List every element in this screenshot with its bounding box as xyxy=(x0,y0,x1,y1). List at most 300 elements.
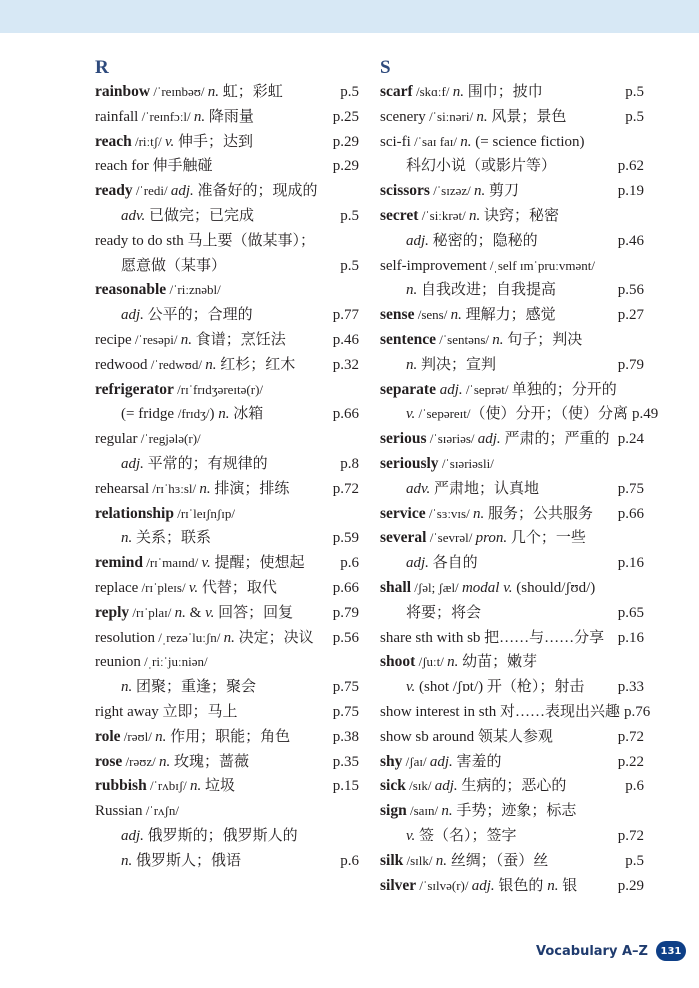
phonetic: /skɑːf/ xyxy=(412,84,453,99)
page-reference: p.77 xyxy=(332,307,359,324)
definition: 严肃的；严重的 xyxy=(500,431,610,448)
entry-text xyxy=(380,105,566,130)
definition: show interest in sth 对……表现出兴趣 xyxy=(380,703,620,720)
definition: 严肃地；认真地 xyxy=(430,480,540,497)
header-band xyxy=(0,0,699,33)
phonetic: /rɪˈfrɪdʒəreɪtə(r)/ xyxy=(173,381,264,397)
phonetic: /rɪˈhɜːsl/ xyxy=(149,480,200,496)
phonetic: /ˈsepəreɪt/ xyxy=(415,406,471,422)
definition: 平常的；有规律的 xyxy=(143,455,268,472)
definition: 句子；判决 xyxy=(503,331,583,348)
page-reference: p.75 xyxy=(617,480,644,497)
definition: right away 立即；马上 xyxy=(95,703,238,720)
part-of-speech: n. xyxy=(223,629,235,646)
headword: separate xyxy=(380,380,436,398)
part-of-speech: n. xyxy=(121,530,133,547)
definition: self-improvement xyxy=(380,257,487,274)
entry-text xyxy=(380,154,556,179)
headword: ready xyxy=(95,182,133,200)
entry-text xyxy=(95,303,253,328)
part-of-speech: v. xyxy=(164,133,175,150)
page-reference: p.19 xyxy=(617,183,644,200)
part-of-speech: adj. xyxy=(429,753,453,770)
phonetic: /rɪˈmaɪnd/ xyxy=(142,555,202,571)
entry-line xyxy=(380,774,644,799)
phonetic: /ˈregjələ(r)/ xyxy=(137,431,201,447)
page-reference: p.65 xyxy=(617,604,644,621)
phonetic: /ˈsɪəriəsli/ xyxy=(438,455,494,471)
page-reference: p.5 xyxy=(625,852,644,869)
part-of-speech: adj. xyxy=(121,307,144,324)
entry-text xyxy=(95,750,249,775)
page-reference: p.15 xyxy=(332,778,359,795)
part-of-speech: adj. xyxy=(471,877,495,894)
phonetic: /ˈsevrəl/ xyxy=(426,530,476,546)
part-of-speech: v. xyxy=(406,679,416,696)
page-reference: p.29 xyxy=(332,158,359,175)
entry-line xyxy=(380,130,644,155)
phonetic: /ˈsɜːvɪs/ xyxy=(425,505,473,521)
definition: resolution xyxy=(95,629,155,646)
headword: relationship xyxy=(95,504,174,522)
part-of-speech: v. xyxy=(205,604,215,621)
part-of-speech: v. xyxy=(201,555,211,572)
entry-line xyxy=(95,650,359,675)
entry-text xyxy=(380,278,556,303)
part-of-speech: n. xyxy=(193,108,206,125)
entry-line xyxy=(380,80,644,105)
entry-line xyxy=(95,328,359,353)
headword: reach xyxy=(95,132,132,150)
entry-line xyxy=(95,130,359,155)
page-reference: p.56 xyxy=(617,282,644,299)
entry-text xyxy=(380,130,585,155)
definition: 剪刀 xyxy=(485,183,520,200)
entry-line xyxy=(380,254,644,279)
phonetic: /rəʊz/ xyxy=(122,753,159,769)
entry-line xyxy=(380,725,644,750)
entry-line xyxy=(95,725,359,750)
phonetic: /sens/ xyxy=(414,307,451,323)
part-of-speech: v. xyxy=(188,579,199,596)
phonetic: /frɪdʒ/ xyxy=(177,406,210,422)
definition: ready to do sth 马上要（做某事）； xyxy=(95,232,315,249)
phonetic: /sɪlk/ xyxy=(403,852,436,868)
entry-line xyxy=(380,452,644,477)
headword: rainbow xyxy=(95,83,151,100)
entry-continuation-line xyxy=(95,452,359,477)
footer-section-label: Vocabulary A–Z xyxy=(536,943,648,959)
page-reference: p.33 xyxy=(617,679,644,696)
part-of-speech: n. xyxy=(180,331,192,348)
definition: 愿意做（某事） xyxy=(121,257,227,274)
part-of-speech: n. xyxy=(199,480,211,497)
part-of-speech: n. xyxy=(447,654,459,671)
phonetic: /ʃəl; ʃæl/ xyxy=(411,579,462,595)
entry-text xyxy=(95,799,179,824)
definition: recipe xyxy=(95,331,132,348)
phonetic: /rɪˈleɪʃnʃɪp/ xyxy=(173,505,235,521)
entry-continuation-line xyxy=(95,526,359,551)
page-reference: p.66 xyxy=(332,579,359,596)
part-of-speech: v. xyxy=(406,827,416,844)
entry-text xyxy=(380,229,538,254)
part-of-speech: n. xyxy=(472,505,485,522)
phonetic: /ˈsɪlvə(r)/ xyxy=(416,877,472,893)
part-of-speech: adv. xyxy=(121,207,146,224)
entry-line xyxy=(95,502,359,527)
page-reference: p.66 xyxy=(332,406,359,423)
definition: reach for 伸手触碰 xyxy=(95,158,213,175)
entry-line xyxy=(95,80,359,105)
headword: role xyxy=(95,727,121,745)
part-of-speech: n. xyxy=(406,282,418,299)
entry-text xyxy=(380,700,620,725)
part-of-speech: n. xyxy=(190,778,202,795)
entry-text xyxy=(95,626,314,651)
entry-text xyxy=(380,799,576,824)
definition: 科幻小说（或影片等） xyxy=(406,158,557,175)
part-of-speech: n. xyxy=(159,753,171,770)
definition: redwood xyxy=(95,356,148,373)
definition: 垃圾 xyxy=(201,778,236,795)
entry-text xyxy=(95,427,201,452)
entry-text xyxy=(95,278,221,303)
headword: sentence xyxy=(380,330,436,348)
part-of-speech: adj. xyxy=(477,431,501,448)
entry-continuation-line xyxy=(380,278,644,303)
entry-text xyxy=(380,477,539,502)
entry-text xyxy=(380,576,595,601)
entry-line xyxy=(95,601,359,626)
entry-text xyxy=(380,849,548,874)
part-of-speech: n. xyxy=(205,356,217,373)
entry-line xyxy=(95,551,359,576)
entry-continuation-line xyxy=(380,675,644,700)
part-of-speech: adj. xyxy=(121,827,144,844)
phonetic: /ˈsɪəriəs/ xyxy=(426,431,478,447)
entry-line xyxy=(95,179,359,204)
entry-list xyxy=(95,80,359,874)
definition: （使）分开；（使）分离 xyxy=(470,406,629,423)
definition: 银 xyxy=(558,877,578,894)
headword: refrigerator xyxy=(95,380,174,398)
entry-text xyxy=(380,502,593,527)
definition: 手势；迹象；标志 xyxy=(452,803,577,820)
entry-text xyxy=(380,750,502,775)
definition: 俄罗斯人；俄语 xyxy=(132,852,242,869)
definition: 降雨量 xyxy=(205,108,254,125)
part-of-speech: adj. xyxy=(406,232,429,249)
definition: 诀窍；秘密 xyxy=(480,207,559,224)
entry-text xyxy=(380,80,543,105)
page-reference: p.75 xyxy=(332,679,359,696)
part-of-speech: v. xyxy=(406,406,416,423)
entry-text xyxy=(380,824,517,849)
headword: scarf xyxy=(380,83,413,100)
entry-text xyxy=(95,849,241,874)
phonetic: /ˈseprət/ xyxy=(462,381,512,397)
part-of-speech: n. xyxy=(121,852,133,869)
headword: sense xyxy=(380,306,415,324)
page-reference: p.79 xyxy=(617,356,644,373)
entry-text xyxy=(95,725,290,750)
phonetic: /ˈrʌʃn/ xyxy=(142,803,179,819)
part-of-speech: pron. xyxy=(475,530,508,547)
entry-line xyxy=(95,105,359,130)
page-footer xyxy=(536,941,686,961)
entry-text xyxy=(95,179,318,204)
definition: 幼苗；嫩芽 xyxy=(458,654,538,671)
entry-text xyxy=(380,526,586,551)
definition: 提醒；使想起 xyxy=(210,555,305,572)
entry-text xyxy=(95,477,289,502)
entry-line xyxy=(380,179,644,204)
entry-continuation-line xyxy=(95,254,359,279)
entry-text xyxy=(380,402,628,427)
entry-text xyxy=(380,303,556,328)
part-of-speech: n. xyxy=(492,331,504,348)
definition: (= fridge xyxy=(121,406,178,423)
part-of-speech: n. xyxy=(121,679,133,696)
entry-continuation-line xyxy=(380,824,644,849)
page-reference: p.27 xyxy=(617,307,644,324)
entry-continuation-line xyxy=(380,229,644,254)
definition: 生病的；恶心的 xyxy=(457,778,567,795)
page-reference: p.8 xyxy=(340,455,359,472)
phonetic: /ˌself ɪmˈpruːvmənt/ xyxy=(486,257,595,273)
page-reference: p.49 xyxy=(632,406,659,423)
definition: scenery xyxy=(380,108,426,125)
headword: sign xyxy=(380,802,407,820)
page-reference: p.79 xyxy=(332,604,359,621)
entry-line xyxy=(95,353,359,378)
phonetic: /ˈsentəns/ xyxy=(435,331,493,347)
entry-text xyxy=(380,650,537,675)
entry-line xyxy=(380,849,644,874)
definition: & xyxy=(185,604,206,621)
part-of-speech: adv. xyxy=(406,480,431,497)
entry-line xyxy=(380,799,644,824)
entry-text xyxy=(95,576,277,601)
part-of-speech: n. xyxy=(468,207,481,224)
section-letter: R xyxy=(95,57,109,78)
page-reference: p.22 xyxy=(617,753,644,770)
headword: shy xyxy=(380,752,403,770)
entry-text xyxy=(95,824,298,849)
entry-text xyxy=(95,154,212,179)
phonetic: /ʃaɪ/ xyxy=(402,753,430,769)
entry-text xyxy=(380,774,566,799)
definition: 判决；宣判 xyxy=(417,356,497,373)
phonetic: /sɪk/ xyxy=(405,778,435,794)
section-letter: S xyxy=(380,57,391,78)
headword: shoot xyxy=(380,653,416,671)
phonetic: /ˈredwʊd/ xyxy=(147,356,206,372)
entry-text xyxy=(95,328,286,353)
page-reference: p.5 xyxy=(625,84,644,100)
definition: 各自的 xyxy=(428,555,478,572)
entry-line xyxy=(380,378,644,403)
entry-text xyxy=(95,130,253,155)
page-reference: p.24 xyxy=(617,431,644,448)
headword: remind xyxy=(95,554,143,572)
part-of-speech: modal v. xyxy=(461,579,513,596)
part-of-speech: n. xyxy=(218,406,230,423)
page-reference: p.62 xyxy=(617,158,644,175)
phonetic: /ˈredi/ xyxy=(132,183,171,199)
headword: silver xyxy=(380,876,417,894)
entry-text xyxy=(380,254,595,279)
page-reference: p.56 xyxy=(332,629,359,646)
page-reference: p.16 xyxy=(617,555,644,572)
part-of-speech: n. xyxy=(207,84,220,100)
definition: 银色的 xyxy=(494,877,548,894)
page-reference: p.46 xyxy=(617,232,644,249)
part-of-speech: n. xyxy=(406,356,418,373)
part-of-speech: n. xyxy=(435,852,448,869)
entry-line xyxy=(95,229,359,254)
page-reference: p.72 xyxy=(617,728,644,745)
definition: sci-fi xyxy=(380,133,411,150)
definition: 食谱；烹饪法 xyxy=(191,331,286,348)
definition: 害羞的 xyxy=(452,753,502,770)
definition: 几个；一些 xyxy=(507,530,586,547)
headword: several xyxy=(380,529,427,547)
entry-continuation-line xyxy=(380,402,659,427)
entry-text xyxy=(380,452,494,477)
headword: scissors xyxy=(380,182,430,200)
entry-line xyxy=(380,303,644,328)
entry-text xyxy=(380,179,519,204)
definition: 排演；排练 xyxy=(210,480,290,497)
entry-line xyxy=(95,774,359,799)
headword: rose xyxy=(95,752,123,770)
page-reference: p.6 xyxy=(625,778,644,795)
definition: 公平的；合理的 xyxy=(143,307,253,324)
entry-line xyxy=(95,154,359,179)
entry-text xyxy=(95,105,254,130)
definition: (should/ʃʊd/) xyxy=(512,579,596,596)
definition: (shot /ʃɒt/) 开（枪）；射击 xyxy=(415,679,585,696)
part-of-speech: n. xyxy=(174,604,186,621)
phonetic: /ˈreɪnfɔːl/ xyxy=(138,108,194,124)
page-reference: p.5 xyxy=(340,84,359,100)
entry-text xyxy=(95,502,235,527)
definition: 风景；景色 xyxy=(487,108,567,125)
definition: 签（名）；签字 xyxy=(415,827,517,844)
part-of-speech: adj. xyxy=(406,555,429,572)
entry-line xyxy=(95,427,359,452)
definition: 已做完；已完成 xyxy=(145,207,255,224)
page-reference: p.29 xyxy=(617,877,644,894)
phonetic: /ʃuːt/ xyxy=(415,654,448,670)
page-reference: p.6 xyxy=(340,555,359,572)
page-reference: p.75 xyxy=(332,703,359,720)
entry-text xyxy=(95,700,237,725)
entry-text xyxy=(95,378,263,403)
entry-text xyxy=(380,204,559,229)
entry-line xyxy=(95,700,359,725)
headword: reasonable xyxy=(95,281,167,299)
page-number-badge: 131 xyxy=(656,941,686,961)
entry-text xyxy=(95,675,256,700)
definition: 作用；职能；角色 xyxy=(166,728,291,745)
entry-line xyxy=(95,477,359,502)
entry-line xyxy=(380,874,644,899)
entry-list xyxy=(380,80,659,898)
entry-continuation-line xyxy=(380,154,644,179)
phonetic: /ˈsɪzəz/ xyxy=(429,183,474,199)
entry-text xyxy=(380,353,496,378)
entry-line xyxy=(380,576,644,601)
entry-text xyxy=(95,353,295,378)
entry-continuation-line xyxy=(380,601,644,626)
phonetic: /ˈrʌbɪʃ/ xyxy=(146,778,191,794)
definition: Russian xyxy=(95,803,143,820)
definition: 丝绸；（蚕）丝 xyxy=(447,852,549,869)
entry-text xyxy=(95,551,305,576)
definition: 俄罗斯的；俄罗斯人的 xyxy=(143,827,298,844)
entry-text xyxy=(95,526,211,551)
entry-text xyxy=(95,452,268,477)
definition: 玫瑰；蔷薇 xyxy=(170,753,250,770)
phonetic: /riːtʃ/ xyxy=(131,133,165,149)
headword: secret xyxy=(380,206,419,224)
page-reference: p.6 xyxy=(340,852,359,869)
page-reference: p.35 xyxy=(332,753,359,770)
page-reference: p.5 xyxy=(340,257,359,274)
definition: 决定；决议 xyxy=(234,629,314,646)
phonetic: /ˈreɪnbəʊ/ xyxy=(150,84,208,99)
entry-text xyxy=(380,551,478,576)
entry-text xyxy=(380,427,609,452)
entry-continuation-line xyxy=(95,303,359,328)
phonetic: /saɪn/ xyxy=(406,803,442,819)
definition: 围巾；披巾 xyxy=(463,84,543,100)
phonetic: /ˈsiːkrət/ xyxy=(418,207,469,223)
entry-line xyxy=(380,626,644,651)
definition: 秘密的；隐秘的 xyxy=(428,232,538,249)
headword: silk xyxy=(380,851,404,869)
part-of-speech: n. xyxy=(155,728,167,745)
entry-text xyxy=(380,675,584,700)
phonetic: /rɪˈpleɪs/ xyxy=(138,579,189,595)
part-of-speech: n. xyxy=(476,108,488,125)
phonetic: /ˌriːˈjuːniən/ xyxy=(140,654,208,670)
part-of-speech: adj. xyxy=(170,183,194,200)
entry-text xyxy=(95,204,254,229)
entry-text xyxy=(95,402,263,427)
page-reference: p.66 xyxy=(617,505,644,522)
part-of-speech: n. xyxy=(452,84,464,100)
page-reference: p.29 xyxy=(332,133,359,150)
entry-text xyxy=(95,601,293,626)
phonetic: /rəʊl/ xyxy=(120,728,156,744)
definition: 理解力；感觉 xyxy=(461,307,556,324)
entry-text xyxy=(95,229,315,254)
definition: (= science fiction) xyxy=(471,133,585,150)
entry-continuation-line xyxy=(95,204,359,229)
headword: service xyxy=(380,504,426,522)
page-reference: p.46 xyxy=(332,331,359,348)
page-reference: p.72 xyxy=(332,480,359,497)
definition: show sb around 领某人参观 xyxy=(380,728,553,745)
entry-line xyxy=(380,502,644,527)
entry-text xyxy=(380,378,617,403)
entry-text xyxy=(95,650,208,675)
entry-line xyxy=(95,626,359,651)
